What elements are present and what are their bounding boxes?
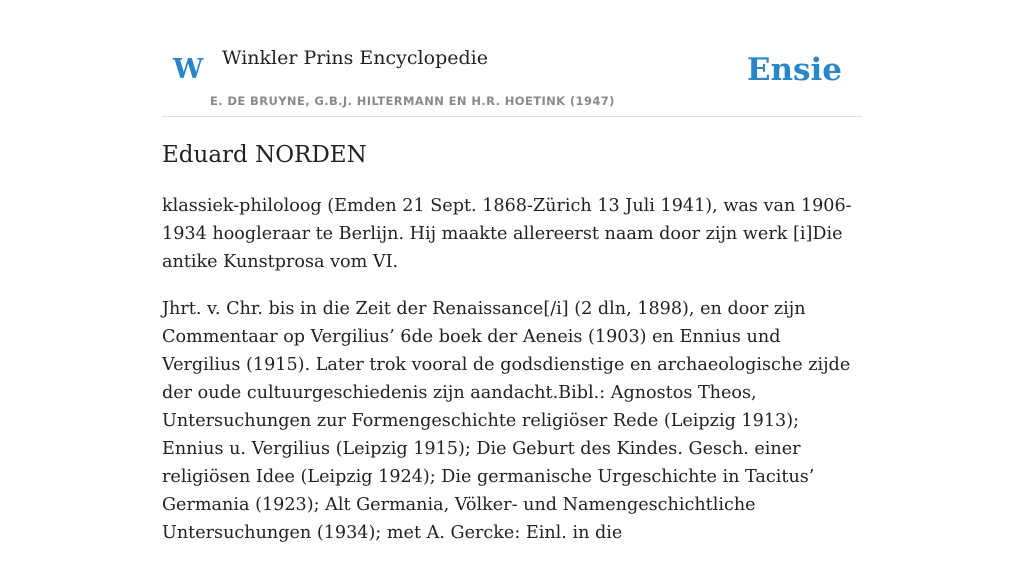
article-title: Eduard NORDEN <box>162 142 367 168</box>
site-title[interactable]: Winkler Prins Encyclopedie <box>222 47 488 69</box>
article-body <box>162 192 862 566</box>
ensie-brand-logo[interactable]: Ensie <box>746 52 842 88</box>
article-paragraph: klassiek-philoloog (Emden 21 Sept. 1868-Zürich 13 Juli 1941), was van 1906-1934 hoogleraar te Berlijn. Hij maakte allereerst naam door zijn werk [i]Die antike Kunstprosa vom VI. <box>162 196 852 272</box>
article-paragraph: Jhrt. v. Chr. bis in die Zeit der Renaissance[/i] (2 dln, 1898), en door zijn Commentaar op Vergilius’ 6de boek der Aeneis (1903) en Ennius und Vergilius (1915). Later trok vooral de godsdienstige en archaeologische zijde der oude cultuurgeschiedenis zijn aandacht.Bibl.: Agnostos Theos, Untersuchungen zur Formengeschichte religiöser Rede (Leipzig 1913); Ennius u. Vergilius (Leipzig 1915); Die Geburt des Kindes. Gesch. einer religiösen Idee (Leipzig 1924); Die germanische Urgeschichte in Tacitus’ Germania (1923); Alt Germania, Völker- und Namengeschichtliche Untersuchungen (1934); met A. Gercke: Einl. in die <box>162 299 851 543</box>
site-logo-icon[interactable]: W <box>173 54 204 85</box>
authors-credit: E. DE BRUYNE, G.B.J. HILTERMANN EN H.R. HOETINK (1947) <box>210 94 615 108</box>
site-header <box>162 0 862 117</box>
